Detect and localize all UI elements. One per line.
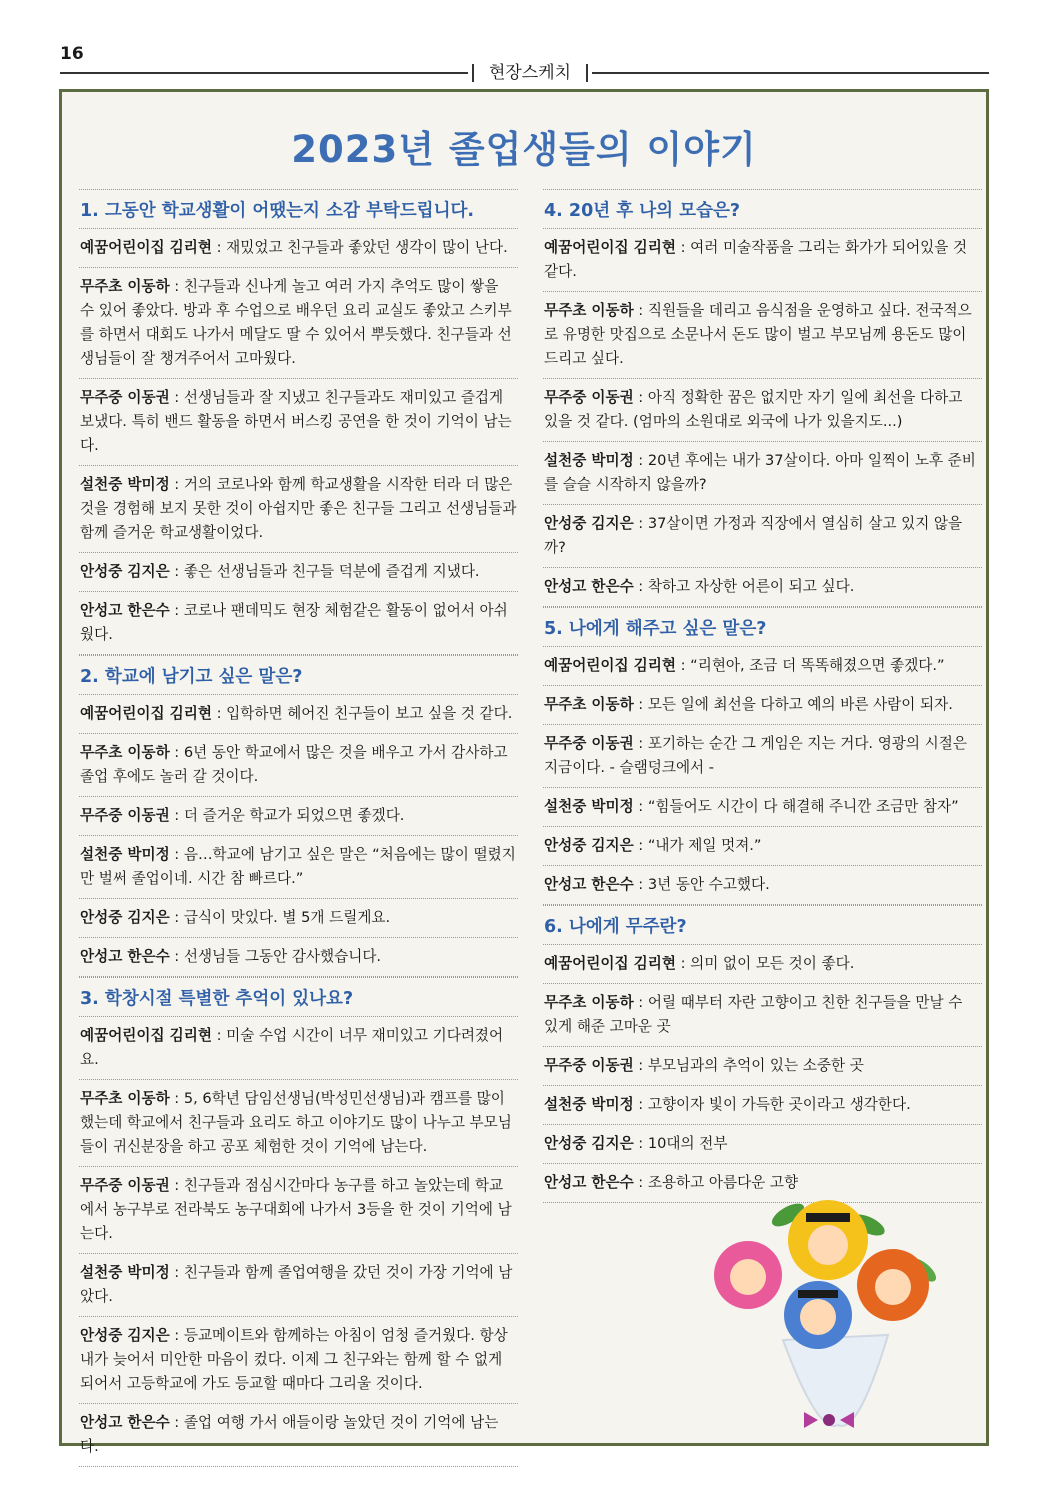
page-number: 16 (60, 44, 84, 64)
page-title: 2023년 졸업생들의 이야기 (291, 128, 757, 171)
speaker-name: 설천중 박미정 (544, 798, 634, 815)
answer-text: : 선생님들 그동안 감사했습니다. (169, 948, 382, 965)
speaker-name: 예꿈어린이집 김리현 (80, 705, 212, 722)
speaker-name: 무주초 이동하 (80, 744, 170, 761)
question-heading: 6. 나에게 무주란? (543, 905, 982, 945)
answer-text: : 조용하고 아름다운 고향 (633, 1174, 799, 1191)
answer-text: : 아직 정확한 꿈은 없지만 자기 일에 최선을 다하고 있을 것 같다. (엄마의 소원대로 외국에 나가 있을지도...) (544, 389, 963, 430)
answer-paragraph (79, 592, 518, 655)
right-column (543, 189, 982, 1203)
answer-paragraph (543, 984, 982, 1047)
answer-paragraph (79, 466, 518, 553)
face (730, 1259, 766, 1295)
question-heading: 5. 나에게 해주고 싶은 말은? (543, 607, 982, 647)
answer-paragraph (543, 945, 982, 984)
speaker-name: 무주중 이동권 (80, 807, 170, 824)
answer-text: : 어릴 때부터 자란 고향이고 친한 친구들을 만날 수 있게 해준 고마운 곳 (544, 994, 963, 1035)
speaker-name: 설천중 박미정 (80, 846, 170, 863)
answer-paragraph (79, 797, 518, 836)
answer-text: : 의미 없이 모든 것이 좋다. (675, 955, 855, 972)
answer-paragraph (543, 1125, 982, 1164)
answer-paragraph (79, 229, 518, 268)
answer-text: : 10대의 전부 (633, 1135, 728, 1152)
answer-text: : 거의 코로나와 함께 학교생활을 시작한 터라 더 많은 것을 경험해 보지 못한 것이 아쉽지만 좋은 친구들 그리고 선생님들과 함께 즐거운 학교생활이었다. (80, 476, 517, 541)
answer-text: : 착하고 자상한 어른이 되고 싶다. (633, 578, 855, 595)
question-heading: 4. 20년 후 나의 모습은? (543, 189, 982, 229)
answer-paragraph (543, 1047, 982, 1086)
speaker-name: 예꿈어린이집 김리현 (80, 239, 212, 256)
speaker-name: 안성중 김지은 (80, 909, 170, 926)
speaker-name: 예꿈어린이집 김리현 (544, 955, 676, 972)
left-column (79, 189, 518, 1467)
face (875, 1269, 911, 1305)
speaker-name: 무주초 이동하 (80, 278, 170, 295)
answer-text: : 졸업 여행 가서 애들이랑 놀았던 것이 기억에 남는다. (80, 1414, 499, 1455)
question-heading: 2. 학교에 남기고 싶은 말은? (79, 655, 518, 695)
speaker-name: 예꿈어린이집 김리현 (80, 1027, 212, 1044)
answer-text: : 여러 미술작품을 그리는 화가가 되어있을 것 같다. (544, 239, 968, 280)
answer-text: : 포기하는 순간 그 게임은 지는 거다. 영광의 시절은 지금이다. - 슬램덩크에서 - (544, 735, 967, 776)
face (808, 1225, 848, 1265)
answer-paragraph (543, 229, 982, 292)
answer-paragraph (79, 1080, 518, 1167)
answer-paragraph (79, 695, 518, 734)
answer-paragraph (543, 379, 982, 442)
answer-paragraph (543, 788, 982, 827)
answer-paragraph (79, 268, 518, 379)
answer-text: : “리현아, 조금 더 똑똑해졌으면 좋겠다.” (675, 657, 945, 674)
answer-paragraph (79, 938, 518, 977)
answer-text: : 친구들과 신나게 놀고 여러 가지 추억도 많이 쌓을 수 있어 좋았다. 방과 후 수업으로 배우던 요리 교실도 좋았고 스키부를 하면서 대회도 나가서 메달도 딸 수 있어서 뿌듯했다. 친구들과 선생님들이 잘 챙겨주어서 고마웠다. (80, 278, 512, 367)
question-heading: 3. 학창시절 특별한 추억이 있나요? (79, 977, 518, 1017)
answer-text: : 부모님과의 추억이 있는 소중한 곳 (633, 1057, 864, 1074)
answer-paragraph (79, 1167, 518, 1254)
answer-text: : 5, 6학년 담임선생님(박성민선생님)과 캠프를 많이 했는데 학교에서 친구들과 요리도 하고 이야기도 많이 나누고 부모님들이 귀신분장을 하고 공포 체험한 것이 기억에 남는다. (80, 1090, 512, 1155)
speaker-name: 무주중 이동권 (544, 1057, 634, 1074)
speaker-name: 안성고 한은수 (80, 602, 170, 619)
answer-text: : 등교메이트와 함께하는 아침이 엄청 즐거웠다. 항상 내가 늦어서 미안한 마음이 컸다. 이제 그 친구와는 함께 할 수 없게 되어서 고등학교에 가도 등교할 때마다 그리울 것이다. (80, 1327, 508, 1392)
answer-paragraph (543, 505, 982, 568)
speaker-name: 안성고 한은수 (80, 1414, 170, 1431)
answer-text: : 좋은 선생님들과 친구들 덕분에 즐겁게 지냈다. (169, 563, 480, 580)
answer-paragraph (79, 553, 518, 592)
speaker-name: 안성중 김지은 (544, 837, 634, 854)
answer-text: : “힘들어도 시간이 다 해결해 주니깐 조금만 참자” (633, 798, 959, 815)
answer-paragraph (79, 734, 518, 797)
speaker-name: 안성중 김지은 (544, 515, 634, 532)
speaker-name: 예꿈어린이집 김리현 (544, 239, 676, 256)
answer-paragraph (79, 1404, 518, 1467)
speaker-name: 안성고 한은수 (544, 1174, 634, 1191)
grad-cap (806, 1213, 850, 1222)
speaker-name: 안성중 김지은 (80, 1327, 170, 1344)
answer-text: : 음…학교에 남기고 싶은 말은 “처음에는 많이 떨렸지만 벌써 졸업이네. 시간 참 빠르다.” (80, 846, 516, 887)
answer-paragraph (79, 1317, 518, 1404)
answer-paragraph (543, 725, 982, 788)
answer-text: : 고향이자 빛이 가득한 곳이라고 생각한다. (633, 1096, 911, 1113)
answer-text: : 재밌었고 친구들과 좋았던 생각이 많이 난다. (211, 239, 508, 256)
face (800, 1299, 836, 1335)
answer-text: : 친구들과 함께 졸업여행을 갔던 것이 가장 기억에 남았다. (80, 1264, 513, 1305)
speaker-name: 무주중 이동권 (80, 389, 170, 406)
answer-paragraph (543, 442, 982, 505)
answer-paragraph (79, 1254, 518, 1317)
question-heading: 1. 그동안 학교생활이 어땠는지 소감 부탁드립니다. (79, 189, 518, 229)
speaker-name: 안성고 한은수 (544, 578, 634, 595)
answer-paragraph (543, 568, 982, 607)
answer-paragraph (543, 647, 982, 686)
speaker-name: 예꿈어린이집 김리현 (544, 657, 676, 674)
answer-text: : 3년 동안 수고했다. (633, 876, 770, 893)
answer-text: : 미술 수업 시간이 너무 재미있고 기다려졌어요. (80, 1027, 504, 1068)
answer-text: : 선생님들과 잘 지냈고 친구들과도 재미있고 즐겁게 보냈다. 특히 밴드 활동을 하면서 버스킹 공연을 한 것이 기억이 남는다. (80, 389, 512, 454)
answer-text: : 친구들과 점심시간마다 농구를 하고 놀았는데 학교에서 농구부로 전라북도 농구대회에 나가서 3등을 한 것이 기억에 남는다. (80, 1177, 512, 1242)
section-label: 현장스케치 (468, 60, 592, 86)
answer-text: : “내가 제일 멋져.” (633, 837, 762, 854)
answer-paragraph (79, 836, 518, 899)
answer-text: : 직원들을 데리고 음식점을 운영하고 싶다. 전국적으로 유명한 맛집으로 소문나서 돈도 많이 벌고 부모님께 용돈도 많이 드리고 싶다. (544, 302, 972, 367)
speaker-name: 무주초 이동하 (80, 1090, 170, 1107)
ribbon-knot (823, 1414, 835, 1426)
speaker-name: 안성중 김지은 (544, 1135, 634, 1152)
answer-paragraph (79, 379, 518, 466)
graduates-flower-illustration (688, 1195, 948, 1435)
answer-paragraph (543, 1086, 982, 1125)
speaker-name: 설천중 박미정 (544, 452, 634, 469)
speaker-name: 안성고 한은수 (544, 876, 634, 893)
speaker-name: 설천중 박미정 (80, 476, 170, 493)
answer-paragraph (543, 292, 982, 379)
speaker-name: 무주초 이동하 (544, 302, 634, 319)
answer-paragraph (543, 827, 982, 866)
answer-paragraph (79, 899, 518, 938)
answer-text: : 입학하면 헤어진 친구들이 보고 싶을 것 같다. (211, 705, 513, 722)
speaker-name: 무주초 이동하 (544, 994, 634, 1011)
answer-paragraph (543, 866, 982, 905)
speaker-name: 무주중 이동권 (544, 735, 634, 752)
answer-text: : 6년 동안 학교에서 많은 것을 배우고 가서 감사하고 졸업 후에도 놀러 갈 것이다. (80, 744, 508, 785)
answer-text: : 20년 후에는 내가 37살이다. 아마 일찍이 노후 준비를 슬슬 시작하지 않을까? (544, 452, 976, 493)
speaker-name: 안성중 김지은 (80, 563, 170, 580)
speaker-name: 안성고 한은수 (80, 948, 170, 965)
speaker-name: 무주중 이동권 (544, 389, 634, 406)
answer-text: : 더 즐거운 학교가 되었으면 좋겠다. (169, 807, 405, 824)
speaker-name: 무주중 이동권 (80, 1177, 170, 1194)
speaker-name: 설천중 박미정 (544, 1096, 634, 1113)
speaker-name: 설천중 박미정 (80, 1264, 170, 1281)
answer-text: : 급식이 맛있다. 별 5개 드릴게요. (169, 909, 391, 926)
answer-paragraph (79, 1017, 518, 1080)
answer-text: : 코로나 팬데믹도 현장 체험같은 활동이 없어서 아쉬웠다. (80, 602, 508, 643)
speaker-name: 무주초 이동하 (544, 696, 634, 713)
grad-cap (798, 1290, 838, 1298)
answer-text: : 모든 일에 최선을 다하고 예의 바른 사람이 되자. (633, 696, 953, 713)
answer-text: : 37살이면 가정과 직장에서 열심히 살고 있지 않을까? (544, 515, 963, 556)
answer-paragraph (543, 686, 982, 725)
bouquet-wrap (783, 1335, 888, 1426)
